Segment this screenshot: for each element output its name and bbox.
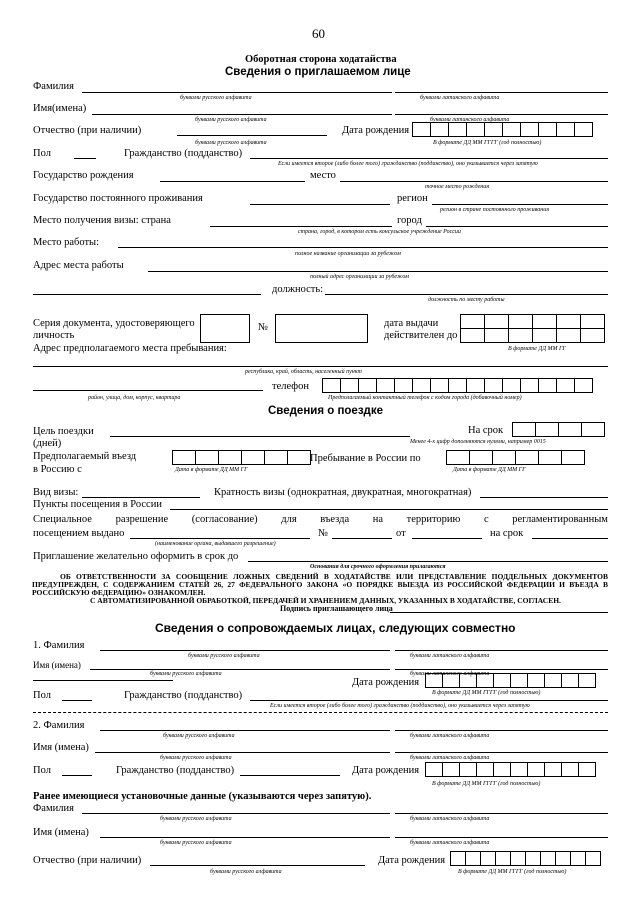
permit-number-field[interactable] xyxy=(332,538,392,539)
label-work-address: Адрес места работы xyxy=(33,260,124,271)
prev-name-rus-field[interactable] xyxy=(100,837,390,838)
p2-citizenship-field[interactable] xyxy=(240,775,340,776)
label-doc-number: № xyxy=(258,322,269,333)
special-permit-word: на xyxy=(372,514,384,525)
permit-issuer-field[interactable] xyxy=(130,538,310,539)
name-lat-field[interactable] xyxy=(395,114,608,115)
special-permit-word: с xyxy=(484,514,489,525)
label-p2-citizenship: Гражданство (подданство) xyxy=(116,765,235,776)
p2-surname-lat-field[interactable] xyxy=(395,730,608,731)
citizenship-field[interactable] xyxy=(250,158,608,159)
p1-surname-rus-field[interactable] xyxy=(100,650,390,651)
invite-deadline-field[interactable] xyxy=(248,561,608,562)
label-stay-until: Пребывание в России по xyxy=(310,453,421,464)
surname-rus-field[interactable] xyxy=(82,92,392,93)
label-p2-surname: 2. Фамилия xyxy=(33,720,85,731)
hint-stay-date: Дата в формате ДД ММ ГГ xyxy=(453,467,526,473)
position-field[interactable] xyxy=(325,294,608,295)
work-address-field[interactable] xyxy=(148,271,608,272)
hint-rus: буквами русского алфавита xyxy=(195,140,267,146)
special-permit-word: (согласование) xyxy=(191,514,258,525)
p1-name-field-2[interactable] xyxy=(33,680,173,681)
label-visit-points: Пункты посещения в России xyxy=(33,499,162,510)
label-prev-patronymic: Отчество (при наличии) xyxy=(33,855,142,866)
label-city: город xyxy=(397,215,422,226)
hint-rus: буквами русского алфавита xyxy=(163,733,235,739)
label-entry-1: Предполагаемый въезд xyxy=(33,451,137,462)
label-permit-number: № xyxy=(318,528,329,539)
special-permit-word: Специальное xyxy=(33,514,92,525)
trip-purpose-field[interactable] xyxy=(110,436,410,437)
label-birth-date: Дата рождения xyxy=(342,125,410,136)
label-p2-sex: Пол xyxy=(33,765,51,776)
label-signature: Подпись приглашающего лица xyxy=(280,604,393,613)
label-prev-name: Имя (имена) xyxy=(33,827,89,838)
special-permit-line xyxy=(33,514,608,525)
hint-region: регион в стране постоянного проживания xyxy=(440,207,549,213)
permit-term-field[interactable] xyxy=(532,538,608,539)
special-permit-word: для xyxy=(281,514,297,525)
birth-date-cells[interactable] xyxy=(412,122,593,137)
label-permit-from: от xyxy=(396,528,406,539)
label-workplace: Место работы: xyxy=(33,237,100,248)
hint-lat: буквами латинского алфавита xyxy=(410,653,490,659)
hint-position: должность по месту работы xyxy=(428,297,505,303)
residence-country-field[interactable] xyxy=(250,204,390,205)
p2-name-rus-field[interactable] xyxy=(95,752,390,753)
hint-rus: буквами русского алфавита xyxy=(160,816,232,822)
label-term: На срок xyxy=(468,425,504,436)
document-series-box[interactable] xyxy=(200,314,250,343)
label-citizenship: Гражданство (подданство) xyxy=(124,148,243,159)
region-field[interactable] xyxy=(432,204,608,205)
birth-country-field[interactable] xyxy=(160,181,305,182)
p2-name-lat-field[interactable] xyxy=(395,752,608,753)
hint-phone: Предполагаемый контактный телефон с кодом города (добавочный номер) xyxy=(328,395,522,401)
section-title-trip: Сведения о поездке xyxy=(268,405,383,417)
hint-lat: буквами латинского алфавита xyxy=(410,755,490,761)
p1-sex-field[interactable] xyxy=(62,700,92,701)
label-previous-data: Ранее имеющиеся установочные данные (указываются через запятую). xyxy=(33,791,372,802)
special-permit-word: въезда xyxy=(320,514,350,525)
hint-date-full: В формате ДД ММ ГГГГ (год полностью) xyxy=(433,140,542,146)
label-p1-sex: Пол xyxy=(33,690,51,701)
entry-date-cells[interactable] xyxy=(172,450,311,465)
work-address-field-2[interactable] xyxy=(33,294,261,295)
hint-term: Менее 4-х цифр дополняются нулями, например 0015 xyxy=(410,439,546,445)
p1-birth-date-cells[interactable] xyxy=(425,673,596,688)
label-days: (дней) xyxy=(33,438,62,449)
label-id-series: Серия документа, удостоверяющего xyxy=(33,318,195,329)
label-valid-until: действителен до xyxy=(384,330,458,341)
label-entry-2: в Россию с xyxy=(33,464,82,475)
p1-citizenship-field[interactable] xyxy=(250,700,608,701)
label-patronymic: Отчество (при наличии) xyxy=(33,125,142,136)
hint-date-full: В формате ДД ММ ГГГГ (год полностью) xyxy=(458,869,567,875)
label-p1-birth-date: Дата рождения xyxy=(352,677,420,688)
hint-second-citizenship: Если имеется второе (либо более того) гражданство (подданство), оно указывается через запятую xyxy=(270,703,530,709)
prev-surname-lat-field[interactable] xyxy=(395,813,608,814)
label-visa-place: Место получения визы: страна xyxy=(33,215,171,226)
declaration-text-2: С АВТОМАТИЗИРОВАННОЙ ОБРАБОТКОЙ, ПЕРЕДАЧЕЙ И ХРАНЕНИЕМ ДАННЫХ, УКАЗАННЫХ В ХОДАТАЙСТВЕ, СОГЛАСЕН. xyxy=(90,596,561,605)
hint-street: район, улица, дом, корпус, квартира xyxy=(88,395,181,401)
hint-lat: буквами латинского алфавита xyxy=(410,840,490,846)
hint-issuer: (наименование органа, выдавшего разрешение) xyxy=(155,541,276,547)
stay-street-field[interactable] xyxy=(33,390,263,391)
prev-surname-rus-field[interactable] xyxy=(82,813,390,814)
label-birth-country: Государство рождения xyxy=(33,170,134,181)
patronymic-field[interactable] xyxy=(177,135,327,136)
hint-rus: буквами русского алфавита xyxy=(210,869,282,875)
hint-country-city: страна, город, в котором есть консульское учреждение России xyxy=(298,229,461,235)
divider xyxy=(33,712,608,713)
stay-until-cells[interactable] xyxy=(446,450,585,465)
hint-urgent: Основания для срочного оформления прилагаются xyxy=(310,564,446,570)
label-sex: Пол xyxy=(33,148,51,159)
visa-city-field[interactable] xyxy=(426,226,608,227)
document-number-box[interactable] xyxy=(275,314,368,343)
hint-lat: буквами латинского алфавита xyxy=(410,733,490,739)
label-stay-address: Адрес предполагаемого места пребывания: xyxy=(33,343,227,354)
stay-address-field[interactable] xyxy=(33,366,608,367)
signature-field[interactable] xyxy=(390,612,608,613)
label-issue-date: дата выдачи xyxy=(384,318,439,329)
visa-type-field[interactable] xyxy=(82,497,200,498)
hint-rus: буквами русского алфавита xyxy=(160,755,232,761)
permit-date-field[interactable] xyxy=(412,538,482,539)
hint-date-full: В формате ДД ММ ГГГГ (год полностью) xyxy=(432,781,541,787)
valid-until-cells[interactable] xyxy=(460,328,605,343)
label-residence-country: Государство постоянного проживания xyxy=(33,193,203,204)
workplace-field[interactable] xyxy=(118,247,608,248)
visa-multiplicity-field[interactable] xyxy=(480,497,608,498)
hint-exact-place: точное место рождения xyxy=(425,184,490,190)
label-phone: телефон xyxy=(272,381,309,392)
hint-org-address: полный адрес организации за рубежом xyxy=(310,274,409,280)
visa-country-field[interactable] xyxy=(210,226,392,227)
special-permit-word: регламентированным xyxy=(512,514,608,525)
label-permit-term: на срок xyxy=(490,528,524,539)
special-permit-word: разрешение xyxy=(115,514,169,525)
label-p1-citizenship: Гражданство (подданство) xyxy=(124,690,243,701)
p1-name-lat-field[interactable] xyxy=(395,669,608,670)
label-invite-deadline: Приглашение желательно оформить в срок до xyxy=(33,551,239,562)
label-region: регион xyxy=(397,193,428,204)
p2-sex-field[interactable] xyxy=(62,775,92,776)
label-permit-issued: посещением выдано xyxy=(33,528,125,539)
hint-second-citizenship: Если имеется второе (либо более того) гражданство (подданство), оно указывается через запятую xyxy=(278,161,538,167)
form-subtitle: Оборотная сторона ходатайства xyxy=(245,54,397,65)
birth-place-field[interactable] xyxy=(340,181,608,182)
page-number: 60 xyxy=(312,26,325,41)
p2-birth-date-cells[interactable] xyxy=(425,762,596,777)
label-p1-surname: 1. Фамилия xyxy=(33,640,85,651)
label-place: место xyxy=(310,170,336,181)
visit-points-field[interactable] xyxy=(170,509,608,510)
hint-rus: буквами русского алфавита xyxy=(160,840,232,846)
hint-lat: буквами латинского алфавита xyxy=(410,816,490,822)
label-visa-type: Вид визы: xyxy=(33,487,79,498)
hint-entry-date: Дата в формате ДД ММ ГГ xyxy=(175,467,248,473)
label-p2-name: Имя (имена) xyxy=(33,742,89,753)
label-p1-name: Имя (имена) xyxy=(33,660,81,670)
hint-rus: буквами русского алфавита xyxy=(188,653,260,659)
prev-name-lat-field[interactable] xyxy=(395,837,608,838)
p1-name-rus-field[interactable] xyxy=(90,669,390,670)
term-cells[interactable] xyxy=(512,422,605,437)
prev-patronymic-field[interactable] xyxy=(150,865,365,866)
issue-date-cells[interactable] xyxy=(460,314,605,329)
label-prev-birth-date: Дата рождения xyxy=(378,855,446,866)
label-visa-multiplicity: Кратность визы (однократная, двукратная, многократная) xyxy=(214,487,472,498)
p2-surname-rus-field[interactable] xyxy=(100,730,390,731)
sex-field[interactable] xyxy=(74,158,96,159)
label-id-series-2: личность xyxy=(33,330,75,341)
hint-rus: буквами русского алфавита xyxy=(180,95,252,101)
hint-rus: буквами русского алфавита xyxy=(195,117,267,123)
surname-lat-field[interactable] xyxy=(395,92,608,93)
hint-date-full: В формате ДД ММ ГГГГ (год полностью) xyxy=(432,690,541,696)
label-name: Имя(имена) xyxy=(33,103,87,114)
label-prev-surname: Фамилия xyxy=(33,803,74,814)
label-surname: Фамилия xyxy=(33,81,74,92)
hint-lat: буквами латинского алфавита xyxy=(420,95,500,101)
hint-lat: буквами латинского алфавита xyxy=(430,117,510,123)
name-rus-field[interactable] xyxy=(92,114,392,115)
section-title-invitee: Сведения о приглашаемом лице xyxy=(225,66,411,78)
prev-birth-date-cells[interactable] xyxy=(450,851,601,866)
hint-region-city: республика, край, область, населенный пункт xyxy=(245,369,362,375)
declaration-text: ОБ ОТВЕТСТВЕННОСТИ ЗА СООБЩЕНИЕ ЛОЖНЫХ СВЕДЕНИЙ В ХОДАТАЙСТВЕ ИЛИ ПРЕДСТАВЛЕНИЕ ПОДДЕЛЬНЫХ ДОКУМЕНТОВ ПРЕДУПРЕЖДЕН, С СОДЕРЖАНИЕМ СТАТЕЙ 26, 27 ФЕДЕРАЛЬНОГО ЗАКОНА «О ПОРЯДКЕ ВЫЕЗДА ИЗ РОССИЙСКОЙ ФЕДЕРАЦИИ И ВЪЕЗДА В РОССИЙСКУЮ ФЕДЕРАЦИЮ» ОЗНАКОМЛЕН. xyxy=(32,572,608,597)
p1-surname-lat-field[interactable] xyxy=(395,650,608,651)
hint-rus: буквами русского алфавита xyxy=(150,671,222,677)
label-position: должность: xyxy=(272,284,324,295)
hint-org-name: полное название организации за рубежом xyxy=(295,251,401,257)
hint-lat: буквами латинского алфавита xyxy=(410,671,490,677)
label-trip-purpose: Цель поездки xyxy=(33,426,94,437)
section-title-accompanied: Сведения о сопровождаемых лицах, следующих совместно xyxy=(155,621,516,635)
hint-date-short: В формате ДД ММ ГГ xyxy=(508,346,566,352)
phone-cells[interactable] xyxy=(322,378,593,393)
label-p2-birth-date: Дата рождения xyxy=(352,765,420,776)
special-permit-word: территорию xyxy=(406,514,461,525)
